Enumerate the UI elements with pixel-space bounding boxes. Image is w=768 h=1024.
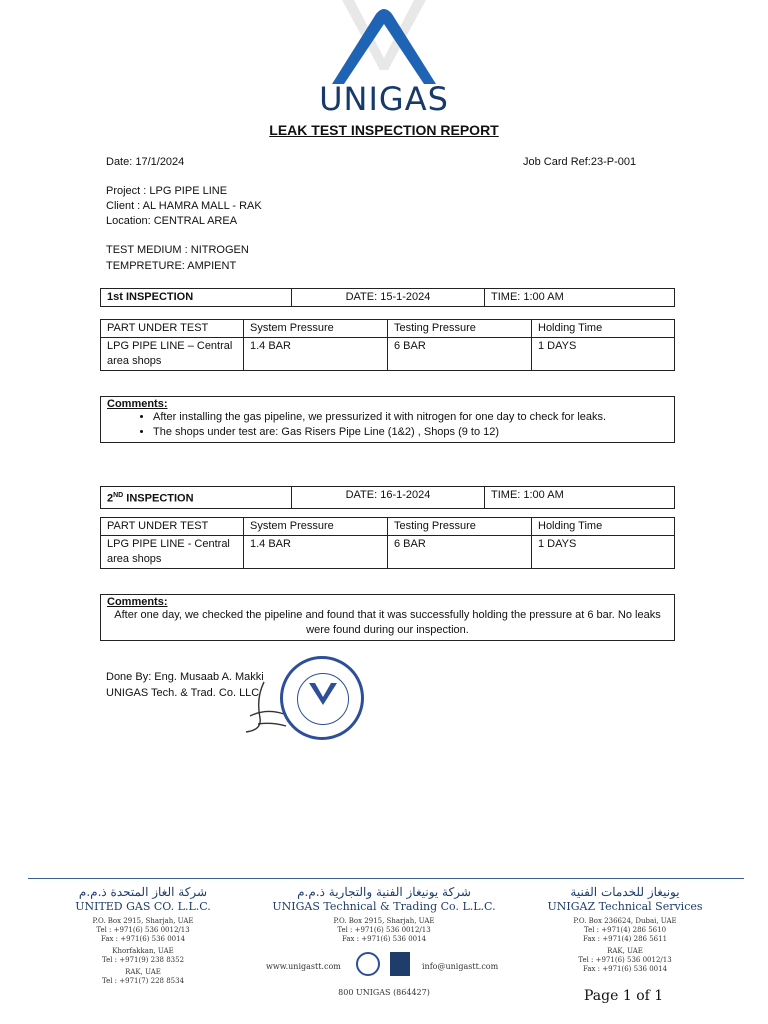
- table-header: PART UNDER TEST: [101, 320, 244, 338]
- table-cell: 1 DAYS: [532, 536, 675, 569]
- footer-arabic-name: شركة الغاز المتحدة ذ.م.م: [78, 885, 208, 899]
- footer-arabic-name: يونيغاز للخدمات الفنية: [570, 885, 680, 899]
- table-cell: 6 BAR: [388, 338, 532, 371]
- footer-company-name: UNIGAZ Technical Services: [547, 900, 703, 913]
- footer-divider: [28, 878, 744, 879]
- inspection-1-date: DATE: 15-1-2024: [292, 289, 485, 307]
- inspection-2-time: TIME: 1:00 AM: [485, 487, 675, 509]
- inspection-1-time: TIME: 1:00 AM: [485, 289, 675, 307]
- company-stamp-icon: [280, 656, 364, 740]
- temperature: TEMPRETURE: AMPIENT: [106, 260, 237, 272]
- footer-toll-free: 800 UNIGAS (864427): [338, 988, 430, 997]
- job-card-ref: Job Card Ref:23-P-001: [523, 156, 637, 168]
- inspection-2-header: [100, 486, 675, 509]
- comments-title: Comments:: [107, 398, 168, 410]
- inspection-2-comments: [100, 594, 675, 641]
- footer-company-name: UNIGAS Technical & Trading Co. L.L.C.: [272, 900, 496, 913]
- comment-item: • After installing the gas pipeline, we pressurized it with nitrogen for one day to check for leaks.: [153, 410, 674, 425]
- brand-name: UNIGAS: [319, 80, 449, 118]
- table-cell: LPG PIPE LINE – Central area shops: [101, 338, 244, 371]
- inspection-1-table: [100, 319, 675, 371]
- comments-title: Comments:: [107, 596, 168, 608]
- done-by: Done By: Eng. Musaab A. Makki: [106, 671, 264, 683]
- table-cell: 1.4 BAR: [244, 338, 388, 371]
- footer-email[interactable]: info@unigastt.com: [422, 962, 499, 971]
- table-header: System Pressure: [244, 518, 388, 536]
- footer-arabic-name: شركة يونيغاز الفنية والتجارية ذ.م.م: [297, 885, 471, 899]
- footer-website[interactable]: www.unigastt.com: [266, 962, 341, 971]
- table-cell: 1.4 BAR: [244, 536, 388, 569]
- table-cell: 6 BAR: [388, 536, 532, 569]
- unigas-v-logo-icon: [322, 0, 446, 84]
- table-header: Testing Pressure: [388, 518, 532, 536]
- signoff-company: UNIGAS Tech. & Trad. Co. LLC: [106, 687, 260, 699]
- report-date: Date: 17/1/2024: [106, 156, 185, 168]
- footer-united-gas: شركة الغاز المتحدة ذ.م.م UNITED GAS CO. L.L.C. P.O. Box 2915, Sharjah, UAE Tel : +971(6) 536 0012/13 Fax : +971(6) 536 0014 Khorfakkan, UAE Tel : +971(9) 238 8352 RAK, UAE Tel : +971(7) 228 8534: [48, 885, 238, 986]
- table-header: Testing Pressure: [388, 320, 532, 338]
- report-title: LEAK TEST INSPECTION REPORT: [269, 122, 499, 138]
- table-row: [101, 338, 675, 371]
- iso-seal-icon: [356, 952, 380, 976]
- client: Client : AL HAMRA MALL - RAK: [106, 200, 262, 212]
- inspection-2-table: [100, 517, 675, 569]
- footer-unigas-trading: شركة يونيغاز الفنية والتجارية ذ.م.م UNIGAS Technical & Trading Co. L.L.C. P.O. Box 2915, Sharjah, UAE Tel : +971(6) 536 0012/13 Fax : +971(6) 536 0014 www.unigastt.com info@unigastt.com 800 UNIGAS (864427): [256, 885, 512, 997]
- table-header: PART UNDER TEST: [101, 518, 244, 536]
- footer-unigaz-services: يونيغاز للخدمات الفنية UNIGAZ Technical Services P.O. Box 236624, Dubai, UAE Tel : +971(4) 286 5610 Fax : +971(4) 286 5611 RAK, UAE Tel : +971(6) 536 0012/13 Fax : +971(6) 536 0014: [530, 885, 720, 974]
- inspection-1-comments: [100, 396, 675, 443]
- table-header: Holding Time: [532, 320, 675, 338]
- footer-company-name: UNITED GAS CO. L.L.C.: [75, 900, 211, 913]
- page-number: Page 1 of 1: [584, 988, 664, 1004]
- table-header: System Pressure: [244, 320, 388, 338]
- location: Location: CENTRAL AREA: [106, 215, 238, 227]
- table-cell: LPG PIPE LINE - Central area shops: [101, 536, 244, 569]
- inspection-1-label: 1st INSPECTION: [101, 289, 292, 307]
- test-medium: TEST MEDIUM : NITROGEN: [106, 244, 249, 256]
- table-row: [101, 536, 675, 569]
- comment-item: • The shops under test are: Gas Risers Pipe Line (1&2) , Shops (9 to 12): [153, 425, 674, 440]
- inspection-2-date: DATE: 16-1-2024: [292, 487, 485, 509]
- comment-text: After one day, we checked the pipeline and found that it was successfully holding the pressure at 6 bar. No leaks were found during our inspection.: [114, 609, 661, 636]
- project: Project : LPG PIPE LINE: [106, 185, 228, 197]
- table-cell: 1 DAYS: [532, 338, 675, 371]
- inspection-2-label: 2ND INSPECTION: [101, 487, 292, 509]
- inspection-1-header: [100, 288, 675, 307]
- table-header: Holding Time: [532, 518, 675, 536]
- certification-icon: [390, 952, 410, 976]
